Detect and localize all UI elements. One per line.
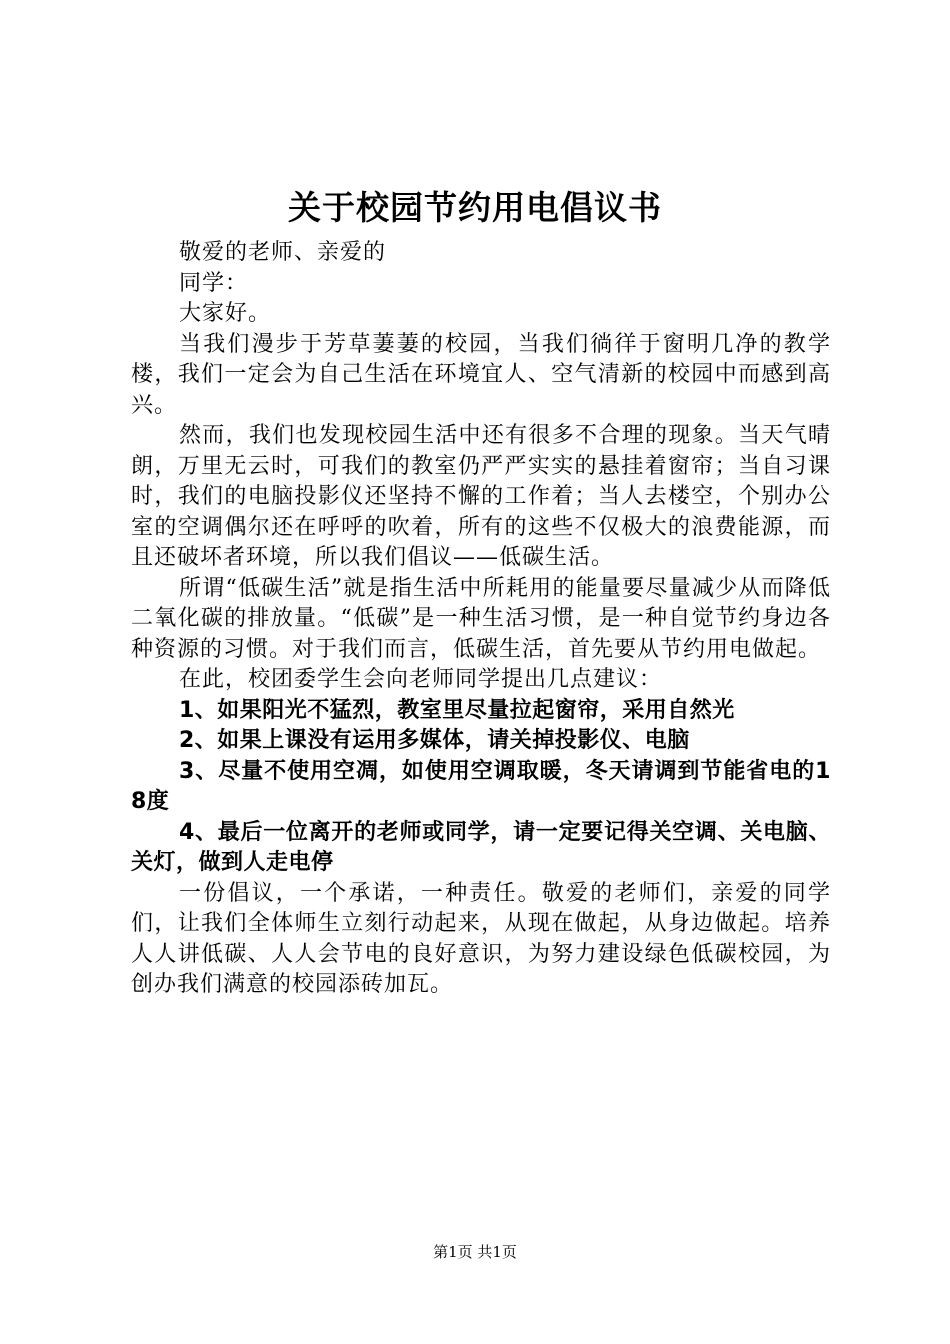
paragraph-problems: 然而，我们也发现校园生活中还有很多不合理的现象。当天气晴朗，万里无云时，可我们的教室仍严严实实的悬挂着窗帘；当自习课时，我们的电脑投影仪还坚持不懈的工作着；当人去楼空，个别办公室的空调偶尔还在呼呼的吹着，所有的这些不仅极大的浪费能源，而且还破坏者环境，所以我们倡议——低碳生活。 xyxy=(131,423,831,570)
suggestion-item: 2、如果上课没有运用多媒体，请关掉投影仪、电脑 xyxy=(179,728,690,753)
greeting: 大家好。 xyxy=(179,301,272,326)
suggestion-item: 3、尽量不使用空凋，如使用空调取暖，冬天请调到节能省电的18度 xyxy=(131,758,831,814)
salutation-line-1: 敬爱的老师、亲爱的 xyxy=(179,240,387,265)
page-footer: 第1页 共1页 xyxy=(433,1243,517,1261)
paragraph-intro: 当我们漫步于芳草萋萋的校园，当我们徜徉于窗明几净的教学楼，我们一定会为自己生活在环境宜人、空气清新的校园中而感到高兴。 xyxy=(131,331,831,418)
document-title: 关于校园节约用电倡议书 xyxy=(288,188,662,227)
document-body xyxy=(131,238,831,1001)
paragraph-low-carbon: 所谓“低碳生活”就是指生活中所耗用的能量要尽量减少从而降低二氧化碳的排放量。“低碳”是一种生活习惯，是一种自觉节约身边各种资源的习惯。对于我们而言，低碳生活，首先要从节约用电做起。 xyxy=(131,575,831,662)
suggestion-item: 4、最后一位离开的老师或同学，请一定要记得关空调、关电脑、关灯，做到人走电停 xyxy=(131,819,831,875)
suggestion-item: 1、如果阳光不猛烈，教室里尽量拉起窗帘，采用自然光 xyxy=(179,697,735,723)
salutation-line-2: 同学： xyxy=(179,270,249,296)
paragraph-closing: 一份倡议，一个承诺，一种责任。敬爱的老师们，亲爱的同学们，让我们全体师生立刻行动起来，从现在做起，从身边做起。培养人人讲低碳、人人会节电的良好意识，为努力建设绿色低碳校园，为创办我们满意的校园添砖加瓦。 xyxy=(131,880,831,997)
paragraph-suggestions-intro: 在此，校团委学生会向老师同学提出几点建议： xyxy=(179,667,663,692)
